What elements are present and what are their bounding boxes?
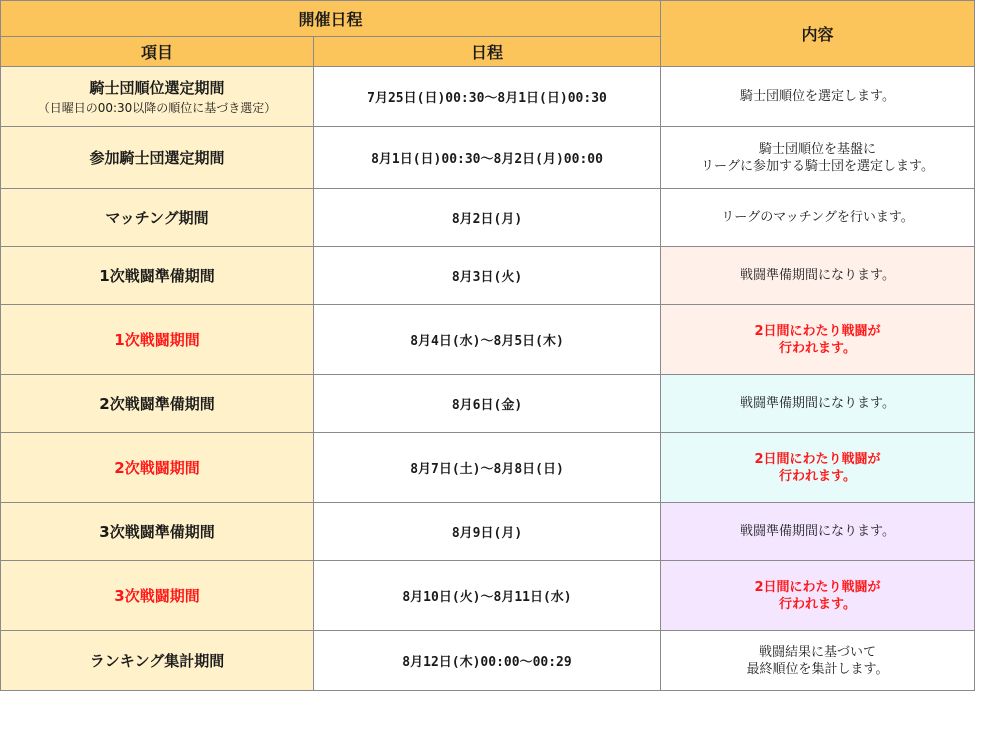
cell-content <box>661 127 975 189</box>
schedule-rows <box>1 67 975 691</box>
cell-item <box>1 561 314 631</box>
content-line: 戦闘準備期間になります。 <box>740 524 895 539</box>
content-line: リーグに参加する騎士団を選定します。 <box>701 158 934 174</box>
item-label: 2次戦闘期間 <box>114 459 200 477</box>
cell-date: 8月2日(月) <box>314 189 661 247</box>
cell-content <box>661 375 975 433</box>
header-item: 項目 <box>1 37 314 67</box>
item-label: 騎士団順位選定期間 <box>89 79 225 97</box>
item-label: 2次戦闘準備期間 <box>99 395 215 413</box>
cell-date: 8月4日(水)〜8月5日(木) <box>314 305 661 375</box>
header-content: 内容 <box>661 1 975 67</box>
content-line: リーグのマッチングを行います。 <box>721 210 914 225</box>
table-row <box>1 433 975 503</box>
cell-item <box>1 247 314 305</box>
cell-date: 7月25日(日)00:30〜8月1日(日)00:30 <box>314 67 661 127</box>
cell-content <box>661 433 975 503</box>
cell-content <box>661 503 975 561</box>
table-row <box>1 305 975 375</box>
cell-content <box>661 305 975 375</box>
table-row <box>1 189 975 247</box>
item-label: 参加騎士団選定期間 <box>89 149 225 167</box>
content-line: 行われます。 <box>779 468 856 484</box>
content-line: 2日間にわたり戦闘が <box>754 451 881 467</box>
cell-content <box>661 561 975 631</box>
table-row <box>1 127 975 189</box>
content-line: 行われます。 <box>779 596 856 612</box>
item-label: 1次戦闘期間 <box>114 331 200 349</box>
item-note: （日曜日の00:30以降の順位に基づき選定） <box>37 101 277 115</box>
header-schedule-group: 開催日程 <box>1 1 661 37</box>
table-row <box>1 561 975 631</box>
table-row <box>1 631 975 691</box>
cell-item <box>1 127 314 189</box>
cell-item <box>1 189 314 247</box>
cell-date: 8月12日(木)00:00〜00:29 <box>314 631 661 691</box>
table-row <box>1 503 975 561</box>
content-line: 戦闘準備期間になります。 <box>740 268 895 283</box>
content-line: 戦闘準備期間になります。 <box>740 396 895 411</box>
table-row <box>1 375 975 433</box>
cell-item <box>1 433 314 503</box>
cell-content <box>661 247 975 305</box>
cell-content <box>661 631 975 691</box>
cell-item <box>1 503 314 561</box>
cell-item <box>1 375 314 433</box>
content-line: 2日間にわたり戦闘が <box>754 579 881 595</box>
item-label: 1次戦闘準備期間 <box>99 267 215 285</box>
item-label: マッチング期間 <box>105 209 209 227</box>
cell-content <box>661 189 975 247</box>
cell-date: 8月1日(日)00:30〜8月2日(月)00:00 <box>314 127 661 189</box>
content-line: 最終順位を集計します。 <box>746 661 889 677</box>
cell-item <box>1 67 314 127</box>
item-label: 3次戦闘準備期間 <box>99 523 215 541</box>
table-row <box>1 67 975 127</box>
content-line: 騎士団順位を選定します。 <box>740 89 895 104</box>
header-date: 日程 <box>314 37 661 67</box>
content-line: 騎士団順位を基盤に <box>759 141 877 157</box>
content-line: 行われます。 <box>779 340 856 356</box>
cell-content <box>661 67 975 127</box>
item-label: ランキング集計期間 <box>89 652 225 670</box>
cell-date: 8月3日(火) <box>314 247 661 305</box>
content-line: 戦闘結果に基づいて <box>759 644 877 660</box>
cell-date: 8月6日(金) <box>314 375 661 433</box>
cell-item <box>1 631 314 691</box>
content-line: 2日間にわたり戦闘が <box>754 323 881 339</box>
cell-date: 8月7日(土)〜8月8日(日) <box>314 433 661 503</box>
cell-date: 8月10日(火)〜8月11日(水) <box>314 561 661 631</box>
cell-date: 8月9日(月) <box>314 503 661 561</box>
item-label: 3次戦闘期間 <box>114 587 200 605</box>
cell-item <box>1 305 314 375</box>
table-row <box>1 247 975 305</box>
